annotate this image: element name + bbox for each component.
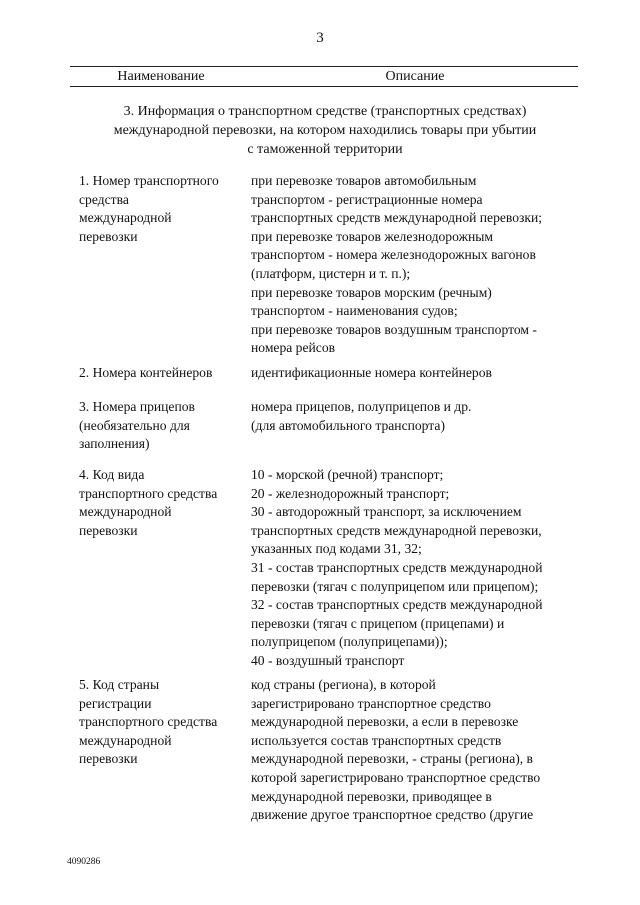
row-description — [251, 466, 579, 671]
table-row — [79, 364, 579, 383]
row-description-line: 20 - железнодорожный транспорт; — [251, 485, 450, 501]
row-description — [251, 364, 579, 383]
row-description-line: которой зарегистрировано транспортное средство — [251, 769, 541, 785]
row-description-line: номера прицепов, полуприцепов и др. — [251, 399, 472, 414]
row-description-line: код страны (региона), в которой — [251, 677, 436, 692]
section-title-line: международной перевозки, на котором находились товары при убытии — [113, 123, 537, 138]
row-name — [79, 364, 251, 383]
row-description-line: 30 - автодорожный транспорт, за исключением — [251, 504, 522, 520]
row-description-line: указанных под кодами 31, 32; — [251, 541, 422, 557]
row-name-line: международной — [79, 732, 172, 748]
section-title-line: 3. Информация о транспортном средстве (транспортных средствах) — [123, 104, 527, 119]
section-title — [80, 102, 570, 159]
row-name-line: транспортного средства — [79, 485, 218, 501]
row-description-line: транспортом - номера железнодорожных вагонов — [251, 247, 536, 263]
row-name-line: международной — [79, 504, 172, 520]
row-name — [79, 172, 251, 358]
row-name — [79, 398, 251, 454]
row-description-line: используется состав транспортных средств — [251, 732, 502, 748]
row-name-line: 3. Номера прицепов — [79, 399, 195, 414]
row-description-line: (для автомобильного транспорта) — [251, 417, 445, 433]
row-name-line: транспортного средства — [79, 714, 218, 730]
row-description-line: при перевозке товаров железнодорожным — [251, 228, 493, 244]
row-description-line: транспортных средств международной перевозки; — [251, 210, 543, 226]
header-name-column: Наименование — [117, 68, 205, 84]
row-description-line: транспортом - наименования судов; — [251, 303, 458, 319]
row-description-line: номера рейсов — [251, 340, 336, 356]
row-description-line: 31 - состав транспортных средств международной — [251, 559, 543, 575]
table-row — [79, 398, 579, 454]
row-description-line: при перевозке товаров морским (речным) — [251, 284, 492, 300]
row-description — [251, 676, 579, 825]
row-name — [79, 676, 251, 825]
row-description-line: полуприцепом (полуприцепами)); — [251, 634, 448, 650]
row-description-line: международной перевозки, - страны (региона), в — [251, 751, 533, 767]
row-description-line: транспортом - регистрационные номера — [251, 191, 483, 207]
row-description-line: при перевозке товаров автомобильным — [251, 173, 477, 188]
row-description-line: 40 - воздушный транспорт — [251, 652, 405, 668]
table-row — [79, 676, 579, 825]
row-description-line: перевозки (тягач с прицепом (прицепами) и — [251, 615, 505, 631]
row-name-line: средства — [79, 191, 129, 207]
section-title-line: с таможенной территории — [247, 142, 403, 157]
footer-code: 4090286 — [67, 857, 101, 867]
row-name-line: регистрации — [79, 695, 152, 711]
row-name-line: перевозки — [79, 751, 138, 767]
table-row — [79, 172, 579, 358]
row-name-line: (необязательно для — [79, 417, 190, 433]
row-name — [79, 466, 251, 671]
row-description-line: международной перевозки, а если в перевозке — [251, 714, 519, 730]
row-name-line: 1. Номер транспортного — [79, 173, 219, 188]
row-name-line: перевозки — [79, 228, 138, 244]
row-name-line: 2. Номера контейнеров — [79, 365, 213, 380]
table-row — [79, 466, 579, 671]
row-description — [251, 398, 579, 454]
row-description-line: (платформ, цистерн и т. п.); — [251, 265, 411, 281]
row-description-line: перевозки (тягач с полуприцепом или прицепом); — [251, 578, 539, 594]
row-description-line: 10 - морской (речной) транспорт; — [251, 467, 444, 482]
row-description — [251, 172, 579, 358]
row-name-line: 4. Код вида — [79, 467, 145, 482]
row-name-line: заполнения) — [79, 436, 150, 452]
page-number: 3 — [316, 30, 324, 46]
row-name-line: международной — [79, 210, 172, 226]
row-description-line: движение другое транспортное средство (другие — [251, 807, 534, 823]
row-name-line: перевозки — [79, 522, 138, 538]
row-description-line: идентификационные номера контейнеров — [251, 365, 492, 380]
header-description-column: Описание — [385, 68, 445, 84]
row-description-line: зарегистрировано транспортное средство — [251, 695, 491, 711]
row-name-line: 5. Код страны — [79, 677, 160, 692]
row-description-line: 32 - состав транспортных средств международной — [251, 597, 543, 613]
row-description-line: транспортных средств международной перевозки, — [251, 522, 542, 538]
table-header — [70, 66, 578, 87]
row-description-line: международной перевозки, приводящее в — [251, 788, 492, 804]
row-description-line: при перевозке товаров воздушным транспортом - — [251, 321, 537, 337]
